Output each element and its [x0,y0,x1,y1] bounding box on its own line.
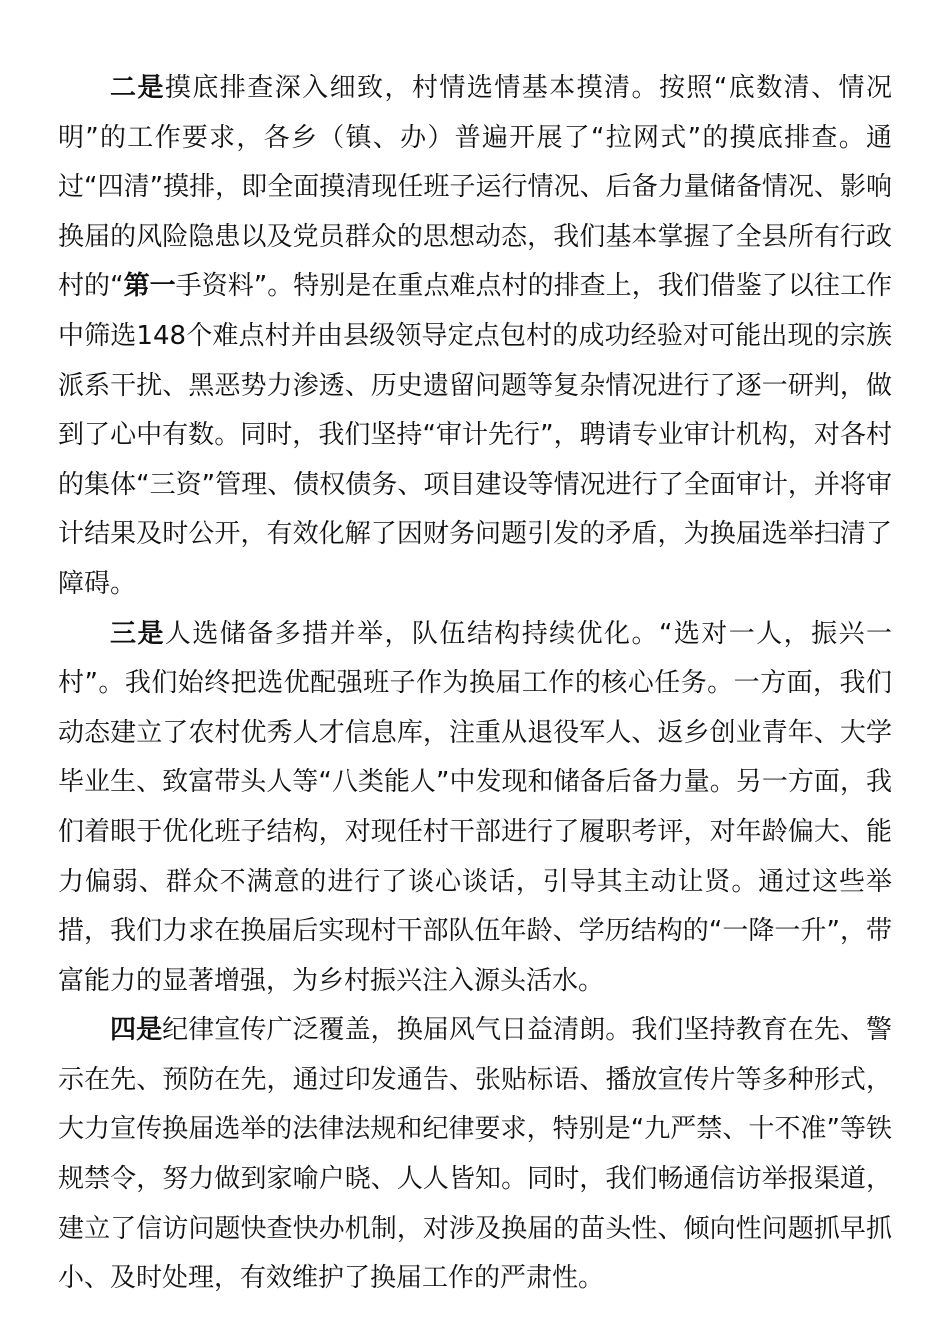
paragraph-lead: 二是 [110,73,165,103]
paragraph-3 [58,610,892,1007]
paragraph-text: 纪律宣传广泛覆盖，换届风气日益清朗。我们坚持教育在先、警示在先、预防在先，通过印发通告、张贴标语、播放宣传片等多种形式，大力宣传换届选举的法律法规和纪律要求，特别是“九严禁、十不准”等铁规禁令，努力做到家喻户晓、人人皆知。同时，我们畅通信访举报渠道，建立了信访问题快查快办机制，对涉及换届的苗头性、倾向性问题抓早抓小、及时处理，有效维护了换届工作的严肃性。 [58,1015,892,1294]
paragraph-text: 人选储备多措并举，队伍结构持续优化。“选对一人，振兴一村”。我们始终把选优配强班子作为换届工作的核心任务。一方面，我们动态建立了农村优秀人才信息库，注重从退役军人、返乡创业青年、大学毕业生、致富带头人等“八类能人”中发现和储备后备力量。另一方面，我们着眼于优化班子结构，对现任村干部进行了履职考评，对年龄偏大、能力偏弱、群众不满意的进行了谈心谈话，引导其主动让贤。通过这些举措，我们力求在换届后实现村干部队伍年龄、学历结构的“一降一升”，带富能力的显著增强，为乡村振兴注入源头活水。 [58,618,892,996]
paragraph-text: 摸底排查深入细致，村情选情基本摸清。按照“底数清、情况明”的工作要求，各乡（镇、办）普遍开展了“拉网式”的摸底排查。通过“四清”摸排，即全面摸清现任班子运行情况、后备力量储备情况、影响换届的风险隐患以及党员群众的思想动态，我们基本掌握了全县所有行政村的“ [58,73,892,302]
paragraph-4 [58,1006,892,1304]
paragraph-text: 手资料”。特别是在重点难点村的排查上，我们借鉴了以往工作中筛选148个难点村并由县级领导定点包村的成功经验对可能出现的宗族派系干扰、黑恶势力渗透、历史遗留问题等复杂情况进行了逐一研判，做到了心中有数。同时，我们坚持“审计先行”，聘请专业审计机构，对各村的集体“三资”管理、债权债务、项目建设等情况进行了全面审计，并将审计结果及时公开，有效化解了因财务问题引发的矛盾，为换届选举扫清了障碍。 [58,271,892,599]
emphasis-text: 第一 [123,271,176,302]
document-page [58,64,892,1304]
paragraph-2 [58,64,892,610]
paragraph-lead: 三是 [110,618,165,649]
paragraph-lead: 四是 [110,1015,163,1046]
